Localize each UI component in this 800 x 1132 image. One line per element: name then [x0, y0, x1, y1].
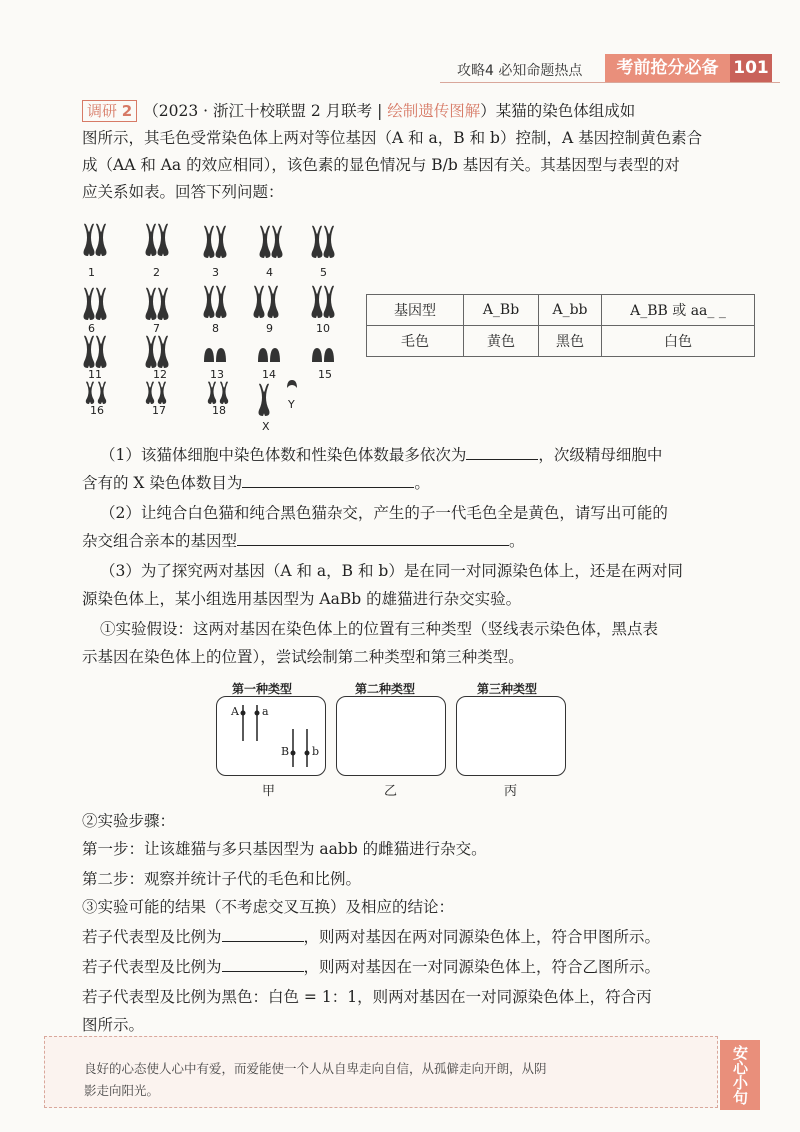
question-source-highlight: 绘制遗传图解 — [387, 102, 481, 120]
label-13: 13 — [210, 368, 224, 381]
answer-blank — [237, 529, 509, 546]
chromosome-pair-15 — [312, 348, 334, 362]
intro-line-3: 成（AA 和 Aa 的效应相同），该色素的显色情况与 B/b 基因有关。其基因型与表型的对 — [82, 156, 680, 174]
caption-jia: 甲 — [262, 784, 276, 799]
table-row — [367, 295, 755, 326]
label-1: 1 — [88, 266, 95, 279]
chromosome-pair-18 — [208, 382, 228, 405]
label-15: 15 — [318, 368, 332, 381]
table-cell: A_Bb — [464, 295, 539, 326]
answer-blank — [222, 955, 304, 972]
chromosome-pair-9 — [254, 286, 279, 318]
header-divider — [440, 82, 780, 83]
chromosome-pair-10 — [312, 286, 335, 318]
answer-blank — [466, 443, 538, 460]
part-3-line-1: （3）为了探究两对基因（A 和 a，B 和 b）是在同一对同源染色体上，还是在两对同 — [100, 562, 683, 580]
results-title: ③实验可能的结果（不考虑交叉互换）及相应的结论： — [82, 898, 455, 916]
label-y: Y — [288, 398, 295, 411]
chromosome-pair-1 — [84, 224, 107, 256]
label-18: 18 — [212, 404, 226, 417]
chromosome-pair-17 — [146, 382, 166, 405]
label-12: 12 — [153, 368, 167, 381]
intro-line-4: 应关系如表。回答下列问题： — [82, 183, 284, 201]
type-1-box — [216, 696, 326, 776]
part-3-line-2: 源染色体上，某小组选用基因型为 AaBb 的雄猫进行杂交实验。 — [82, 590, 522, 608]
footer-side-tab: 安心小句 — [720, 1040, 760, 1110]
label-8: 8 — [212, 322, 219, 335]
hypothesis-line-1: ①实验假设：这两对基因在染色体上的位置有三种类型（竖线表示染色体，黑点表 — [100, 620, 659, 638]
gene-label-b: b — [312, 745, 320, 758]
part-2-line-1: （2）让纯合白色猫和纯合黑色猫杂交，产生的子一代毛色全是黄色，请写出可能的 — [100, 504, 668, 522]
chromosome-pair-3 — [204, 226, 227, 258]
chromosome-x — [259, 384, 270, 416]
type-3-title: 第三种类型 — [477, 682, 538, 696]
chromosome-pair-11 — [84, 336, 107, 368]
table-cell: 黑色 — [539, 326, 602, 357]
chromosome-pair-6 — [84, 288, 107, 320]
table-row-label: 毛色 — [367, 326, 464, 357]
table-header-label: 基因型 — [367, 295, 464, 326]
question-intro: 调研 2 （2023 · 浙江十校联盟 2 月联考 | 绘制遗传图解）某猫的染色体组成如 — [82, 98, 742, 124]
intro-line-2: 图所示，其毛色受常染色体上两对等位基因（A 和 a，B 和 b）控制，A 基因控制黄色素合 — [82, 129, 703, 147]
gene-label-B: B — [281, 745, 290, 758]
step-1: 第一步：让该雄猫与多只基因型为 aabb 的雌猫进行杂交。 — [82, 840, 487, 858]
page-number: 101 — [730, 54, 772, 82]
label-10: 10 — [316, 322, 330, 335]
result-3-line-1: 若子代表型及比例为黑色：白色 = 1：1，则两对基因在一对同源染色体上，符合丙 — [82, 988, 652, 1006]
chromosome-y — [287, 380, 297, 388]
question-source: （2023 · 浙江十校联盟 2 月联考 | — [143, 102, 388, 120]
step-2: 第二步：观察并统计子代的毛色和比例。 — [82, 870, 362, 888]
karyotype-figure — [76, 218, 366, 433]
result-2: 若子代表型及比例为 ，则两对基因在一对同源染色体上，符合乙图所示。 — [82, 954, 742, 980]
answer-blank — [222, 925, 304, 942]
gene-label-A: A — [231, 705, 239, 718]
type-1-title: 第一种类型 — [232, 682, 293, 696]
part-1-line-2: 含有的 X 染色体数目为 。 — [82, 470, 742, 496]
genotype-table — [366, 294, 755, 357]
gene-label-a: a — [262, 705, 269, 718]
chromosome-pair-14 — [258, 348, 280, 362]
type-2-box[interactable] — [336, 696, 446, 776]
question-tag: 调研 2 — [82, 100, 137, 122]
label-5: 5 — [320, 266, 327, 279]
chromosome-pair-5 — [312, 226, 335, 258]
table-row — [367, 326, 755, 357]
type-2-title: 第二种类型 — [355, 682, 416, 696]
header-badge: 考前抢分必备 — [605, 54, 730, 82]
result-1: 若子代表型及比例为 ，则两对基因在两对同源染色体上，符合甲图所示。 — [82, 924, 742, 950]
section-title: 攻略4 必知命题热点 — [457, 63, 583, 79]
label-6: 6 — [88, 322, 95, 335]
part-1-line-1: （1）该猫体细胞中染色体数和性染色体数最多依次为 ，次级精母细胞中 — [100, 442, 750, 468]
footer-quote: 良好的心态使人心中有爱，而爱能使一个人从自卑走向自信，从孤僻走向开朗，从阴 影走向阳光。 — [84, 1061, 547, 1098]
label-3: 3 — [212, 266, 219, 279]
label-2: 2 — [153, 266, 160, 279]
label-14: 14 — [262, 368, 276, 381]
part-2-line-2: 杂交组合亲本的基因型 。 — [82, 528, 742, 554]
chromosome-pair-16 — [86, 382, 106, 405]
label-4: 4 — [266, 266, 273, 279]
hypothesis-line-2: 示基因在染色体上的位置），尝试绘制第二种类型和第三种类型。 — [82, 648, 524, 666]
table-cell: 黄色 — [464, 326, 539, 357]
result-3-line-2: 图所示。 — [82, 1016, 145, 1034]
chromosome-pair-2 — [146, 224, 169, 256]
chromosome-pair-8 — [204, 286, 227, 318]
table-cell: 白色 — [602, 326, 755, 357]
chromosome-pair-12 — [146, 336, 169, 368]
type-3-box[interactable] — [456, 696, 566, 776]
caption-bing: 丙 — [504, 784, 518, 799]
chromosome-pair-13 — [204, 348, 226, 362]
table-cell: A_bb — [539, 295, 602, 326]
table-cell: A_BB 或 aa_ _ — [602, 295, 755, 326]
answer-blank — [242, 471, 414, 488]
steps-title: ②实验步骤： — [82, 812, 176, 830]
label-x: X — [262, 420, 270, 433]
label-16: 16 — [90, 404, 104, 417]
label-7: 7 — [153, 322, 160, 335]
label-11: 11 — [88, 368, 102, 381]
chromosome-pair-7 — [146, 288, 169, 320]
chromosome-pair-4 — [260, 226, 283, 258]
label-9: 9 — [266, 322, 273, 335]
caption-yi: 乙 — [384, 784, 398, 799]
label-17: 17 — [152, 404, 166, 417]
